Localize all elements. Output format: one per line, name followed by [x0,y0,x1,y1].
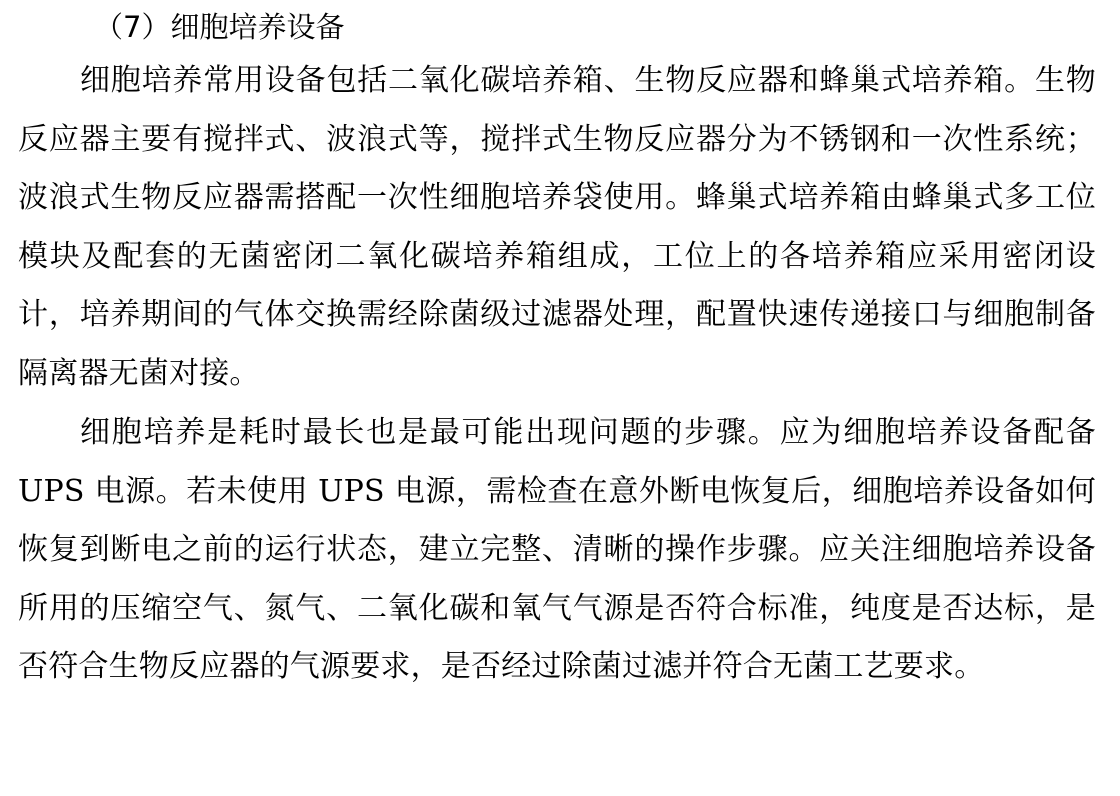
body-paragraph: 细胞培养常用设备包括二氧化碳培养箱、生物反应器和蜂巢式培养箱。生物反应器主要有搅拌式、波浪式等，搅拌式生物反应器分为不锈钢和一次性系统；波浪式生物反应器需搭配一次性细胞培养袋使用。蜂巢式培养箱由蜂巢式多工位模块及配套的无菌密闭二氧化碳培养箱组成，工位上的各培养箱应采用密闭设计，培养期间的气体交换需经除菌级过滤器处理，配置快速传递接口与细胞制备隔离器无菌对接。 [18,63,1096,391]
body-paragraph: 细胞培养是耗时最长也是最可能出现问题的步骤。应为细胞培养设备配备 UPS 电源。若未使用 UPS 电源，需检查在意外断电恢复后，细胞培养设备如何恢复到断电之前的运行状态，建立完整、清晰的操作步骤。应关注细胞培养设备所用的压缩空气、氮气、二氧化碳和氧气气源是否符合标准，纯度是否达标，是否符合生物反应器的气源要求，是否经过除菌过滤并符合无菌工艺要求。 [18,415,1096,684]
document-page [0,4,1120,796]
section-heading: （7）细胞培养设备 [94,10,345,44]
